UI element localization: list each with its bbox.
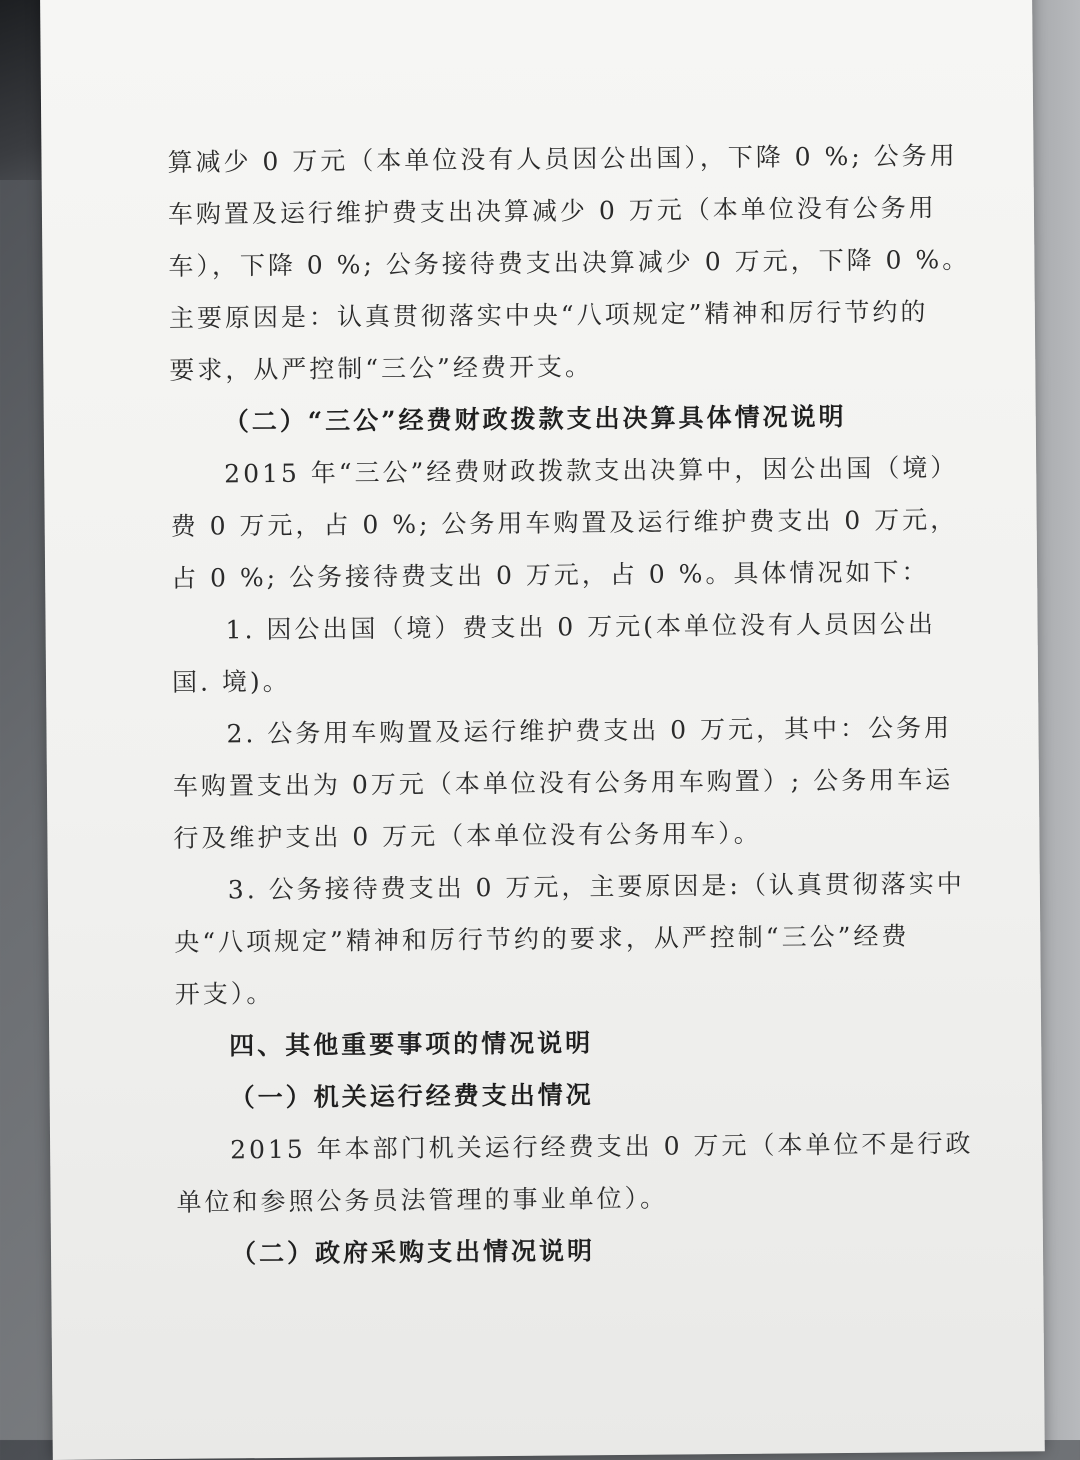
body-line: 开支）。 — [174, 978, 275, 1009]
section-heading-other-matters: 四、其他重要事项的情况说明 — [229, 1028, 594, 1061]
document-page — [40, 0, 1045, 1460]
body-line: 2015 年“三公”经费财政拨款支出决算中，因公出国（境） — [224, 453, 959, 489]
body-line: 主要原因是：认真贯彻落实中央“八项规定”精神和厉行节约的 — [168, 297, 929, 333]
body-line: 占 0 %; 公务接待费支出 0 万元，占 0 %。具体情况如下： — [171, 557, 930, 593]
body-line: 车），下降 0 %; 公务接待费支出决算减少 0 万元，下降 0 %。 — [168, 244, 971, 281]
body-line: 单位和参照公务员法管理的事业单位）。 — [176, 1183, 669, 1217]
body-line: 要求，从严控制“三公”经费开支。 — [169, 352, 594, 385]
section-heading-operating-expenses: （一）机关运行经费支出情况 — [229, 1080, 594, 1113]
body-line: 车购置支出为 0万元（本单位没有公务用车购置）; 公务用车运 — [172, 765, 954, 801]
section-heading-government-procurement: （二）政府采购支出情况说明 — [230, 1236, 596, 1269]
body-line: 2015 年本部门机关运行经费支出 0 万元（本单位不是行政 — [230, 1128, 974, 1165]
document-body — [167, 130, 974, 1281]
body-line: 车购置及运行维护费支出决算减少 0 万元（本单位没有公务用 — [167, 193, 937, 229]
list-item-3: 3. 公务接待费支出 0 万元，主要原因是:（认真贯彻落实中 — [227, 868, 965, 905]
body-line: 算减少 0 万元（本单位没有人员因公出国），下降 0 %; 公务用 — [167, 140, 958, 177]
list-item-1: 1. 因公出国（境）费支出 0 万元(本单位没有人员因公出 — [225, 609, 937, 645]
body-line: 行及维护支出 0 万元（本单位没有公务用车）。 — [173, 818, 762, 853]
body-line: 费 0 万元，占 0 %; 公务用车购置及运行维护费支出 0 万元， — [170, 505, 959, 541]
section-heading-three-public-details: （二）“三公”经费财政拨款支出决算具体情况说明 — [223, 401, 847, 437]
body-line: 央“八项规定”精神和厉行节约的要求，从严控制“三公”经费 — [174, 921, 910, 957]
body-line: 国. 境)。 — [171, 666, 291, 697]
list-item-2: 2. 公务用车购置及运行维护费支出 0 万元，其中：公务用 — [226, 713, 953, 749]
